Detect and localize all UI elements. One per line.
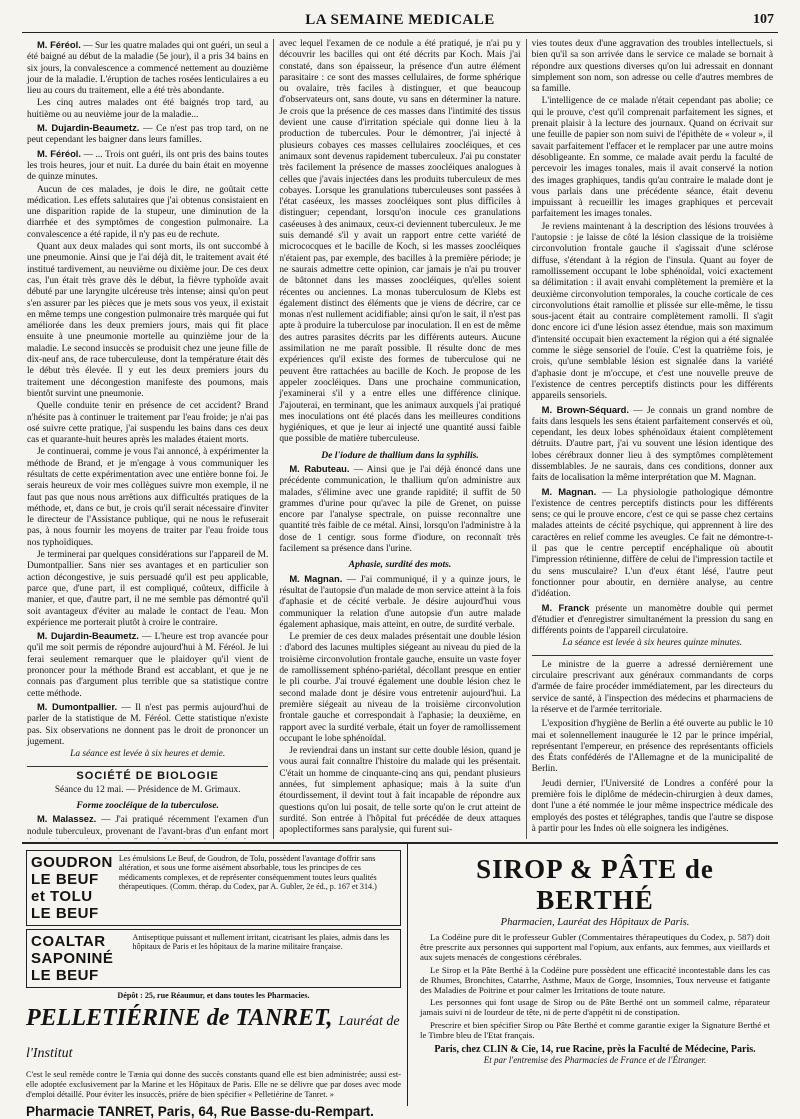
paragraph: [279, 463, 520, 555]
paragraph: [532, 404, 773, 485]
session-closing: La séance est levée à six heures et demie.: [70, 749, 226, 760]
paragraph: [532, 486, 773, 601]
berthe-paragraph: Le Sirop et la Pâte Berthé à la Codéine pure possèdent une efficacité incontestable dans les cas de Rhumes, Bronchites, Catarrhe, Asthme, Maux de Gorge, Insomnies, Toux nerveuse et fatigante des Maladies de Poitrine et pour calmer les Irritations de toute nature.: [420, 964, 770, 996]
tanret-address: Pharmacie TANRET, Paris, 64, Rue Basse-du-Rempart.: [26, 1103, 374, 1119]
section-subhead: Aphasie, surdité des mots.: [348, 559, 452, 571]
goudron-description: Les émulsions Le Beuf, de Goudron, de Tolu, possèdent l'avantage d'offrir sans altération, et sous une forme aisément absorbable, tous les principes de ces médicaments complexes, et de représenter conséquemment toutes leurs qualités thérapeutiques. (Comm. thérap. du Codex, par A. Gubler, 2e éd., p. 167 et 314.): [118, 854, 377, 892]
ad-coaltar: [26, 929, 401, 988]
paragraph: Quant aux deux malades qui sont morts, ils ont succombé à une pneumonie. Ainsi que je l'ai déjà dit, le traitement avait été institué tardivement, au neuvième ou dixième jour. De ces deux cas, l'un était très grave dès le début, la fièvre typhoïde avait débuté par une laryngite ulcéreuse très intense; ainsi qu'on peut s'en assurer par les pièces que je mets sous vos yeux, il existait en même temps une congestion pulmonaire très marquée qui fut améliorée dans les deux premiers jours, mais qui fit place ensuite à une pneumonie mortelle au quinzième jour de la maladie. Le second insuccès se produisit chez une jeune fille de dix-neuf ans, de race tuberculeuse, dont la température était dès le début très élevée. Il y eut les deux premiers jours du traitement une décongestion manifeste des poumons, mais bientôt survint une pneumonie.: [27, 242, 269, 399]
paragraph: [27, 630, 268, 700]
column-1: [22, 39, 273, 839]
page-number: 107: [753, 12, 774, 27]
paragraph-text: — J'ai communiqué, il y a quinze jours, le résultat de l'autopsie d'un malade de mon service atteint à la fois d'aphasie et de cécité verbale. Je désire aujourd'hui vous communiquer la relation d'une autopsie d'un autre malade également aphasique, mais atteint, en outre, de surdité verbale.: [279, 574, 521, 630]
berthe-title: SIROP & PÂTE de BERTHÉ: [476, 854, 714, 915]
paragraph-text: — L'heure est trop avancée pour qu'il me soit permis de répondre aujourd'hui à M. Féréol. Je lui ferai seulement remarquer que le plaidoyer qu'il vient de prononcer pour la méthode Brand est accablant, et que je ne connais pas d'argument plus terrible que sa statistique contre cette méthode.: [27, 632, 269, 699]
speaker-name: M. Dujardin-Beaumetz.: [37, 122, 140, 134]
berthe-address: Paris, chez CLIN & Cie, 14, rue Racine, près la Faculté de Médecine, Paris.: [434, 1044, 756, 1056]
paragraph-text: — Sur les quatre malades qui ont guéri, un seul a été baigné au début de la maladie (5e jour), il a pris 34 bains en six jours, la convalescence a commencé nettement au douzième jour de la maladie. L'éruption de taches rosées lenticulaires a eu lieu au cours du traitement, elle a été très abondante.: [27, 41, 269, 97]
berthe-body: [420, 932, 770, 1040]
paragraph: Le premier de ces deux malades présentait une double lésion : d'abord des lacunes multiples siégeant au niveau du pied de la troisième circonvolution frontale gauche, ensuite un vaste foyer de ramollissement sphéno-pariétal, décollant presque en entier le pli courbe. J'ai trouvé également une double lésion chez le second malade dont je désire vous entretenir aujourd'hui. La première siégeait au niveau de la troisième circonvolution frontale gauche et correspondait à l'aphasie; la deuxième, en rapport avec la surdité verbale, était un foyer de ramollissement occupant le lobe sphénoïdal.: [279, 632, 521, 744]
news-notices: [532, 660, 773, 835]
paragraph-text: — ... Trois ont guéri, ils ont pris des bains toutes les trois heures, jour et nuit. La durée du bain était en moyenne de quinze minutes.: [27, 149, 269, 183]
section-subhead: Forme zoocléique de la tuberculose.: [76, 800, 219, 811]
news-item: L'exposition d'hygiène de Berlin a été ouverte au public le 10 mai et solennellement inaugurée le 12 par le prince impérial, représentant l'empereur, en présence des représentants officiels des États confédérés de l'Allemagne et de la municipalité de Berlin.: [531, 719, 773, 775]
paragraph: [27, 813, 268, 839]
tanret-subtitle: Lauréat de l'Institut: [26, 1014, 400, 1062]
divider: [532, 655, 773, 656]
paragraph-text: présente un manomètre double qui permet d'étudier et d'enregistrer simultanément la pression du sang en différents points de l'appareil circulatoire.: [531, 603, 773, 637]
advertisement-band: [22, 842, 778, 1119]
paragraph: [532, 602, 773, 638]
section-subhead: De l'iodure de thallium dans la syphilis.: [321, 449, 479, 461]
paragraph: Je continuerai, comme je vous l'ai annoncé, à expérimenter la méthode de Brand, et je m'engage à vous communiquer les résultats de cette expérimentation avec une entière bonne foi. Je serais heureux de voir mes collègues suivre mon exemple, il ne faut pas que nous nous arrêtions aux difficultés pratiques de la méthode, et, dans ce but, je crois qu'il serait nécessaire d'inviter le directeur de l'Assistance publique, qui ne nous le refuserait pas, à nous fournir les moyens de traiter par l'eau froide tous nos typhoïdiques.: [27, 447, 269, 548]
paragraph: Les cinq autres malades ont été baignés trop tard, au huitième ou au neuvième jour de la maladie...: [27, 98, 269, 120]
speaker-name: M. Féréol.: [37, 39, 81, 50]
paragraph: [27, 701, 268, 748]
paragraph-text: — Ainsi que je l'ai déjà énoncé dans une précédente communication, le thallium qu'on administre aux malades, s'élimine avec une grande rapidité; il suffit de 50 grammes d'urine pour qu'avec la pile de Grenet, on puisse encore par l'analyse spectrale, on puisse reconnaître une quantité très faible de ce métal. Ainsi, lorsqu'on l'administre à la dose de 1 centigr. sous forme d'iodure, on reconnaît très facilement sa présence dans l'urine.: [279, 464, 521, 555]
speaker-name: M. Dumontpallier.: [37, 700, 118, 712]
paragraph: Quelle conduite tenir en présence de cet accident? Brand n'hésite pas à continuer le traitement par l'eau froide; je n'ai pas osé suivre cette pratique, j'ai suspendu les bains dans ces deux cas et quarante-huit heures après les malades étaient morts.: [27, 401, 269, 446]
ad-goudron: [26, 850, 401, 926]
speaker-name: M. Malassez.: [37, 813, 97, 825]
speaker-name: M. Dujardin-Beaumetz.: [37, 630, 139, 642]
paragraph: [27, 39, 268, 97]
paragraph: Je reviens maintenant à la description des lésions trouvées à l'autopsie : je laisse de côté la lésion classique de la troisième circonvolution frontale gauche il s'agissait d'une sclérose diffuse, s'étendant à la région de l'insula. Quant au foyer de ramollissement occupant le lobe sphénoïdal, voici exactement sa délimitation : il avait envahi complètement la première et la deuxième circonvolution temporales, la couche corticale de ces circonvolutions était ramollie et plissée sur elle-même, le tissu sous-jacent était au contraire complètement ramolli. Il s'agit donc encore ici d'une lésion assez étendue, mais son maximum d'intensité occupait bien exactement la région qui a été signalée comme le siège sensoriel de l'ouïe. C'est la quatrième fois, je crois, qu'une semblable lésion est signalée dans la variété d'aphasie dont je m'occupe, et c'est une nouvelle preuve de l'existence de centres perceptifs distincts pour les différents appareils sensoriels.: [531, 221, 773, 402]
newspaper-page: [22, 10, 778, 839]
society-title: SOCIÉTÉ DE BIOLOGIE: [76, 770, 219, 783]
paragraph: Aucun de ces malades, je dois le dire, ne goûtait cette médication. Les effets salutaires que j'ai obtenus consistaient en une disparition rapide de la stupeur, une diminution de la diarrhée et des symptômes de congestion pulmonaire. La convalescence a été rapide, il n'y pas eu de rechute.: [27, 184, 269, 240]
column-2: [273, 39, 525, 839]
ad-left-column: [22, 844, 408, 1119]
berthe-paragraph: La Codéine pure dit le professeur Gubler (Commentaires thérapeutiques du Codex, p. 587) doit être prescrite aux personnes qui supportent mal l'opium, aux enfants, aux femmes, aux vieillards et aux sujets menacés de congestions cérébrales.: [420, 932, 770, 963]
paragraph-text: — Il n'est pas permis aujourd'hui de parler de la statistique de M. Féréol. Cette statistique n'existe pas. Six observations ne donnent pas le droit de prononcer un jugement.: [27, 702, 269, 747]
speaker-name: M. Magnan.: [541, 485, 597, 497]
column-3: [526, 39, 778, 839]
ad-berthe: [408, 844, 778, 1106]
article-columns: [22, 39, 778, 839]
paragraph: vies toutes deux d'une aggravation des troubles intellectuels, si bien qu'il sa son arrivée dans le service ce malade se bornait à répondre aux questions diverses qu'on lui adressait en donnant simplement son nom, son adresse ou celle d'autres membres de sa famille.: [531, 39, 773, 95]
depot-line: Dépôt : 25, rue Réaumur, et dans toutes les Pharmacies.: [117, 991, 310, 1000]
paragraph: [279, 573, 520, 631]
speaker-name: M. Magnan.: [289, 572, 343, 584]
paragraph: L'intelligence de ce malade n'était cependant pas abolie; ce qui le prouve, c'est qu'il comprenait parfaitement les signes, et prenait plaisir à la lecture des journaux. Quand on écrivait sur une feuille de papier son nom suivi de l'épithète de « voleur », il savait parfaitement l'effacer et le remplacer par une autre moins désobligeante. En somme, ce malade avait perdu la faculté de percevoir les images tonales, mais il avait conservé la notion des images graphiques, tandis qu'au contraire le malade dont je vous parlais dans une précédente séance, était devenu impuissant à recueillir les images graphiques et percevait parfaitement les images tonales.: [531, 96, 773, 220]
coaltar-brand: COALTAR SAPONINÉ LE BEUF: [31, 933, 114, 984]
speaker-name: M. Féréol.: [37, 147, 81, 159]
berthe-address-note: Et par l'entremise des Pharmacies de France et de l'Étranger.: [483, 1055, 707, 1066]
tanret-brand: PELLETIÉRINE de TANRET,: [26, 1005, 333, 1032]
journal-title: LA SEMAINE MEDICALE: [305, 12, 495, 28]
session-meta: Séance du 12 mai. — Présidence de M. Grimaux.: [54, 784, 241, 795]
paragraph-text: — J'ai pratiqué récemment l'examen d'un nodule tuberculeux, provenant de l'avant-bras d'un enfant mort: [27, 815, 269, 837]
paragraph: [27, 148, 268, 184]
paragraph-text: — La physiologie pathologique démontre l'existence de centres perceptifs distincts pour les différents sens; ce qui le prouve encore, c'est ce qui se passe chez certains malades atteints de cécité psychique, qui apprennent à lire des caractères en relief comme les aveugles. Ce fait ne démontre-t-il pas que le centre perceptif encéphalique où aboutit l'impression rétinienne, diffère de celui de l'impression tactile et du sens musculaire? L'un d'eux étant lésé, l'autre peut fonctionner pour aboutir, en dernière analyse, au centre d'idéation.: [531, 487, 773, 600]
society-heading: [27, 766, 268, 796]
news-item: Le ministre de la guerre a adressé dernièrement une circulaire prescrivant aux généraux commandants de corps d'armée de faire procéder immédiatement, par les directeurs du service de santé, à l'inspection des médecins et pharmaciens de la réserve et de l'armée territoriale.: [531, 659, 773, 715]
paragraph: avec lequel l'examen de ce nodule a été pratiqué, je n'ai pu y découvrir les bacilles qui ont été décrits par Koch. Mais j'ai constaté, dans son épaisseur, la présence d'un autre élément parasitaire : ce sont des masses cellulaires, de forme sphérique ou ovalaire, très faciles à distinguer, et que beaucoup d'observateurs ont, sans doute, vu sans en déterminer la nature. Je crois que la présence de ces masses dans l'intimité des tissus devient une cause d'irritation spéciale qui donne lieu à la production de tubercules. Pour le démontrer, j'ai injecté à plusieurs cobayes ces masses cellulaires zoocléiques, et ces animaux sont devenus rapidement tuberculeux. J'ai pu constater très facilement la présence de masses zoocléiques analogues à celles que j'avais injectées dans les produits tuberculeux de mes cobayes. Lorsque les granulations tuberculeuses sont passées à l'état caséeux, les masses zoocléiques sont plus difficiles à distinguer; cependant, lorsqu'on inocule ces granulations caséeuses à des animaux, ceux-ci deviennent tuberculeux. Je me suis demandé s'il y avait un rapport entre cette variété de micrococques et le bacille de Koch, si les masses zoocléiques n'étaient pas, par exemple, des bacilles à la première période; je ne saurais admettre cette opinion, car jamais je n'ai pu trouver de bâtonnet dans les masses zoocléiques, qu'elles soient récentes ou anciennes. La monas tuberculosum de Klebs est également distinct des éléments que je viens de décrire, car ce monas n'est nullement acidifiable; ainsi qu'on le sait, il n'est pas apte à produire la tuberculose par inoculation. Il en est de même des autres parasites décrits par les différents auteurs. Aucune assimilation ne me paraît possible. Il résulte donc de mes expériences qu'il existe des formes de tuberculose qui ne peuvent être rattachées au bacille de Koch. Je propose de les appeler zoocléiques. Dans une prochaine communication, j'examinerai s'il y a entre elles une différence clinique. J'ajouterai, en terminant, que les animaux auxquels j'ai pratiqué mes inoculations ont été placés dans les meilleures conditions hygiéniques, et que je leur ai injecté une quantité aussi faible que possible de matière tuberculeuse.: [279, 39, 521, 445]
goudron-brand: GOUDRON LE BEUF et TOLU LE BEUF: [31, 854, 113, 922]
running-head: [22, 10, 778, 33]
tanret-description: C'est le seul remède contre le Tænia qui donne des succès constants quand elle est bien administrée; aussi est-elle adoptée exclusivement par la Marine et les Hôpitaux de Paris. Elle ne se délivre que par doses avec mode d'emploi détaillé. Pour éviter les insuccès, prière de bien spécifier « Pelletiérine de Tanret. »: [26, 1070, 401, 1099]
berthe-paragraph: Prescrire et bien spécifier Sirop ou Pâte Berthé et comme garantie exiger la Signature Berthé et le Timbre bleu de l'Etat français.: [420, 1019, 770, 1040]
coaltar-description: Antiseptique puissant et nullement irritant, cicatrisant les plaies, admis dans les hôpitaux de Paris et les hôpitaux de la marine militaire française.: [132, 933, 390, 952]
speaker-name: M. Brown-Séquard.: [541, 403, 630, 415]
paragraph: Je terminerai par quelques considérations sur l'appareil de M. Dumontpallier. Sans nier ses avantages et en particulier son action décongestive, je suis persuadé qu'il est peu applicable, parce que, d'une part, il est compliqué, coûteux, difficile à manier, et que, d'autre part, il ne me semble pas démontré qu'il soit avantageux d'éviter au malade le contact de l'eau. Mon expérience me porterait plutôt à croire le contraire.: [27, 550, 269, 628]
berthe-subtitle: Pharmacien, Lauréat des Hôpitaux de Paris.: [500, 917, 690, 928]
paragraph-text: — Je connais un grand nombre de faits dans lesquels les sens étaient parfaitement conservés et où, cependant, les deux lobes sphénoïdaux étaient complètement détruits. D'autre part, j'ai vu souvent une lésion identique des lobes cérébraux donner lieu à des symptômes complètement dissemblables. Je ne saurais, dans ces conditions, donner aux faits de localisation la même interprétation que M. Magnan.: [531, 405, 773, 484]
ad-tanret-title: [26, 1004, 401, 1068]
berthe-paragraph: Les personnes qui font usage de Sirop ou de Pâte Berthé ont un sommeil calme, réparateur jamais suivi ni de lourdeur de tête, ni de perte d'appétit ni de constipation.: [420, 997, 770, 1018]
speaker-name: M. Rabuteau.: [289, 462, 350, 474]
paragraph-text: — Ce n'est pas trop tard, on ne peut cependant les baigner dans leurs familles.: [27, 124, 269, 146]
gerant-signature: [532, 838, 773, 839]
news-item: Jeudi dernier, l'Université de Londres a conféré pour la première fois le diplôme de médecin-chirurgien à deux dames, dont l'une a été nommée le jour même inspectrice médicale des employés des postes et télégraphes, tandis que l'autre se dispose à partir pour les Indes où elle soignera les indigènes.: [531, 778, 773, 834]
paragraph: [27, 122, 268, 147]
speaker-name: M. Franck: [541, 601, 590, 613]
paragraph: Je reviendrai dans un instant sur cette double lésion, quand je vous aurai fait connaître l'histoire du malade qui les présentait. C'était un homme de cinquante-cinq ans qui, pendant plusieurs années, fut simplement aphasique; mais à la suite d'un étourdissement, il devint tout à fait incapable de répondre aux questions qu'on lui posait, de telle sorte qu'on le crut atteint de surdité. Son entrée à l'hôpital fut précédée de deux attaques apoplectiformes sans paralysie, qui furent sui-: [279, 746, 521, 836]
session-closing: La séance est levée à six heures quinze minutes.: [562, 638, 743, 649]
